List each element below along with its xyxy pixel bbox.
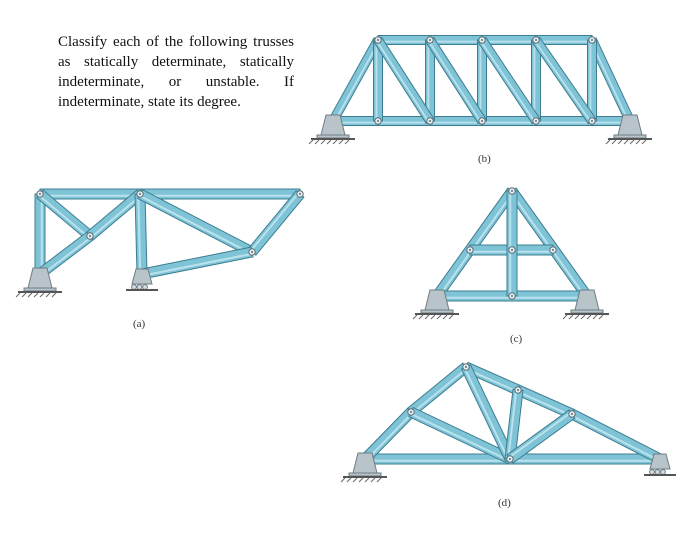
support-roller-right-roller	[661, 470, 666, 475]
support-pin-hatch	[34, 293, 38, 297]
bottom-chord-highlight	[378, 122, 430, 124]
support-roller-right-roller	[655, 470, 660, 475]
support-pin-left-hatch	[377, 478, 381, 482]
support-pin-right-hatch	[575, 315, 579, 319]
support-pin-left-hatch	[413, 315, 417, 319]
support-pin-left-hatch	[315, 140, 319, 144]
support-roller	[132, 269, 152, 284]
support-pin-left-hatch	[347, 478, 351, 482]
bottom-chord	[536, 117, 592, 126]
support-pin-right-hatch	[606, 140, 610, 144]
diagonal-member-highlight	[376, 40, 430, 122]
support-pin-hatch	[40, 293, 44, 297]
support-pin-hatch	[16, 293, 20, 297]
bottom-chord-highlight	[482, 122, 536, 124]
support-roller-right-roller	[650, 470, 655, 475]
support-pin-left-base-plate	[317, 135, 349, 138]
left-post	[35, 194, 45, 274]
diagonal-member	[248, 191, 304, 255]
top-chord	[40, 189, 140, 199]
support-pin-left-hatch	[425, 315, 429, 319]
joint-center	[535, 39, 537, 41]
top-chord-highlight	[411, 368, 467, 415]
support-pin-left-hatch	[345, 140, 349, 144]
left-post-highlight	[41, 194, 43, 274]
support-pin-base-plate	[24, 288, 56, 291]
caption-truss-d: (d)	[498, 497, 511, 509]
support-pin-left-hatch	[341, 478, 345, 482]
support-pin-right-base-plate	[614, 135, 646, 138]
support-pin-left-hatch	[309, 140, 313, 144]
joint-center	[517, 389, 519, 391]
top-chord-highlight	[482, 41, 536, 43]
joint-center	[429, 39, 431, 41]
joint-center	[377, 39, 379, 41]
support-roller-right	[650, 454, 670, 469]
support-pin-right-hatch	[593, 315, 597, 319]
top-chord-highlight	[140, 195, 300, 197]
bottom-chord-highlight	[536, 122, 592, 124]
diagonal-member-highlight	[250, 192, 300, 251]
joint-center	[251, 251, 253, 253]
diagonal-member-highlight	[38, 195, 89, 239]
support-pin-hatch	[46, 293, 50, 297]
joint-center	[465, 366, 467, 368]
support-pin-hatch	[22, 293, 26, 297]
problem-statement: Classify each of the following trusses as statically determinate, statically indeterminate, or unstable. If indeterminate, state its degree.	[58, 34, 294, 110]
joint-center	[511, 295, 513, 297]
joint-center	[429, 120, 431, 122]
joint-center	[552, 249, 554, 251]
bottom-member	[141, 247, 253, 279]
joint-center	[377, 120, 379, 122]
truss-c	[413, 188, 609, 319]
support-pin-left-hatch	[371, 478, 375, 482]
diagonal-member-highlight	[428, 40, 482, 122]
support-pin-right-hatch	[563, 315, 567, 319]
king-post-highlight	[509, 191, 511, 296]
joint-center	[511, 249, 513, 251]
diagonal-member-highlight	[139, 195, 252, 255]
top-chord	[536, 36, 592, 45]
support-pin-left-hatch	[333, 140, 337, 144]
support-pin-left-hatch	[443, 315, 447, 319]
joint-center	[469, 249, 471, 251]
support-pin-right-hatch	[612, 140, 616, 144]
support-pin-left-base-plate	[349, 473, 381, 476]
vertical-member-highlight	[376, 40, 378, 121]
top-chord-highlight	[517, 391, 572, 417]
diagonal-member-highlight	[534, 40, 591, 122]
support-pin-right-hatch	[618, 140, 622, 144]
diagonal-member-highlight	[40, 237, 91, 277]
caption-truss-a: (a)	[133, 318, 146, 330]
support-pin-left-hatch	[437, 315, 441, 319]
top-chord-highlight	[40, 195, 140, 197]
support-pin-right-hatch	[624, 140, 628, 144]
support-pin-left-hatch	[365, 478, 369, 482]
diagonal-member-highlight	[90, 195, 141, 239]
diagonal-member-highlight	[480, 40, 535, 122]
support-roller-roller	[132, 285, 137, 290]
bottom-member-highlight	[142, 253, 252, 277]
support-roller-roller	[143, 285, 148, 290]
vertical-member-highlight	[590, 40, 592, 121]
joint-center	[139, 193, 141, 195]
support-pin-left-hatch	[321, 140, 325, 144]
support-pin-left-hatch	[339, 140, 343, 144]
joint-center	[509, 458, 511, 460]
joint-center	[535, 120, 537, 122]
joint-center	[511, 190, 513, 192]
support-pin-hatch	[52, 293, 56, 297]
joint-center	[571, 413, 573, 415]
joint-center	[591, 120, 593, 122]
top-chord-highlight	[430, 41, 482, 43]
support-pin-right-hatch	[587, 315, 591, 319]
joint-center	[591, 39, 593, 41]
support-pin-hatch	[28, 293, 32, 297]
king-post	[507, 191, 517, 296]
joint-center	[481, 39, 483, 41]
support-pin-right-hatch	[630, 140, 634, 144]
support-pin-right-hatch	[569, 315, 573, 319]
top-chord-highlight	[378, 41, 430, 43]
support-pin-right-hatch	[636, 140, 640, 144]
support-pin-left-base-plate	[421, 310, 453, 313]
joint-center	[299, 193, 301, 195]
truss-b	[309, 36, 652, 145]
support-pin-right-base-plate	[571, 310, 603, 313]
support-pin-left-hatch	[431, 315, 435, 319]
support-pin-right-hatch	[581, 315, 585, 319]
vertical-member	[135, 194, 147, 274]
joint-center	[481, 120, 483, 122]
support-roller-roller	[137, 285, 142, 290]
support-pin-left-hatch	[359, 478, 363, 482]
truss-a	[16, 189, 304, 297]
support-pin-left-hatch	[327, 140, 331, 144]
truss-d	[341, 362, 676, 482]
top-chord-highlight	[536, 41, 592, 43]
support-pin-left-hatch	[449, 315, 453, 319]
support-pin-right-hatch	[599, 315, 603, 319]
top-chord	[408, 363, 469, 416]
top-chord	[140, 189, 300, 199]
joint-center	[410, 411, 412, 413]
joint-center	[89, 235, 91, 237]
joint-center	[39, 193, 41, 195]
support-pin-right-hatch	[642, 140, 646, 144]
bottom-chord-highlight	[430, 122, 482, 124]
caption-truss-b: (b)	[478, 153, 491, 165]
caption-truss-c: (c)	[510, 333, 523, 345]
support-pin-left-hatch	[353, 478, 357, 482]
support-pin-left-hatch	[419, 315, 423, 319]
